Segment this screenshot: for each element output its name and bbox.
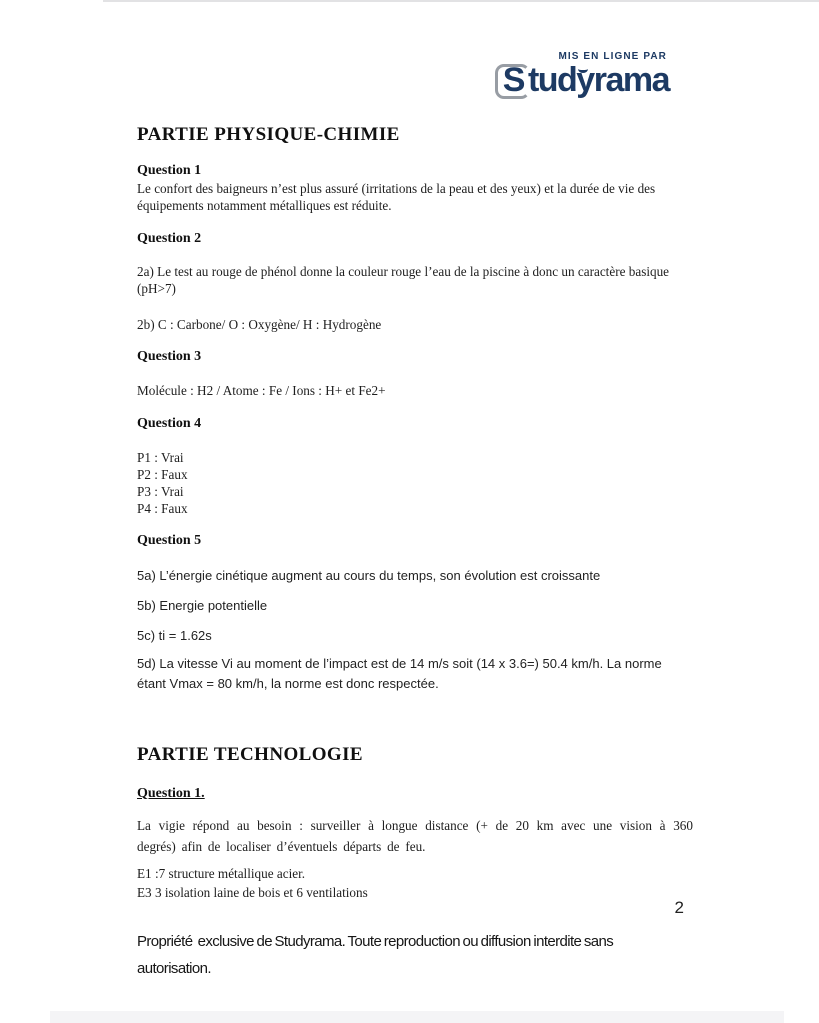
question-3-heading: Question 3 — [137, 349, 202, 364]
tech-e3-line: E3 3 isolation laine de bois et 6 ventilations — [137, 884, 368, 900]
logo-brand-y-accent: y — [576, 61, 594, 99]
section-title-technologie: PARTIE TECHNOLOGIE — [137, 744, 363, 765]
tech-question-1-answer: La vigie répond au besoin : surveiller à longue distance (+ de 20 km avec une vision à 360 degrés) afin de localiser d’éventuels départs de feu. — [137, 818, 693, 854]
section-title-physique-chimie: PARTIE PHYSIQUE-CHIMIE — [137, 124, 400, 145]
footer-copyright: Propriété exclusive de Studyrama. Toute reproduction ou diffusion interdite sans autorisation. — [137, 933, 616, 977]
tech-e-lines — [137, 865, 693, 902]
logo-s-mark: S — [495, 64, 530, 99]
question-1-heading: Question 1 — [137, 163, 202, 178]
logo-brand-end: rama — [593, 61, 669, 99]
next-page-edge — [50, 1011, 784, 1023]
logo-tagline: MIS EN LIGNE PAR — [558, 51, 667, 62]
logo-brand-wordmark — [495, 63, 669, 99]
question-5b-answer: 5b) Energie potentielle — [137, 598, 268, 613]
question-5c-answer: 5c) ti = 1.62s — [137, 628, 212, 643]
studyrama-logo — [495, 51, 669, 99]
tech-e1-line: E1 :7 structure métallique acier. — [137, 866, 306, 881]
question-2b-answer: 2b) C : Carbone/ O : Oxygène/ H : Hydrogène — [137, 317, 382, 332]
question-5a-answer: 5a) L’énergie cinétique augment au cours du temps, son évolution est croissante — [137, 568, 601, 583]
question-4-answer-p1: P1 : Vrai — [137, 450, 184, 465]
logo-brand-mid: tud — [527, 61, 577, 99]
question-4-answers — [137, 449, 693, 517]
question-2-heading: Question 2 — [137, 231, 202, 246]
question-2a-answer: 2a) Le test au rouge de phénol donne la couleur rouge l’eau de la piscine à donc un caractère basique (pH>7) — [137, 264, 670, 296]
question-4-answer-p4: P4 : Faux — [137, 501, 188, 516]
question-4-answer-p3: P3 : Vrai — [137, 484, 184, 499]
question-1-answer: Le confort des baigneurs n’est plus assuré (irritations de la peau et des yeux) et la durée de vie des équipements notamment métalliques est réduite. — [137, 181, 656, 213]
question-5d-answer: 5d) La vitesse Vi au moment de l’impact est de 14 m/s soit (14 x 3.6=) 50.4 km/h. La norme étant Vmax = 80 km/h, la norme est donc respectée. — [137, 656, 662, 691]
question-4-answer-p2: P2 : Faux — [137, 467, 188, 482]
question-3-answer: Molécule : H2 / Atome : Fe / Ions : H+ et Fe2+ — [137, 383, 386, 398]
previous-page-edge — [103, 0, 819, 2]
tech-question-1-heading: Question 1. — [137, 786, 205, 801]
page-number: 2 — [674, 898, 684, 917]
question-4-heading: Question 4 — [137, 416, 202, 431]
question-5-heading: Question 5 — [137, 533, 202, 548]
